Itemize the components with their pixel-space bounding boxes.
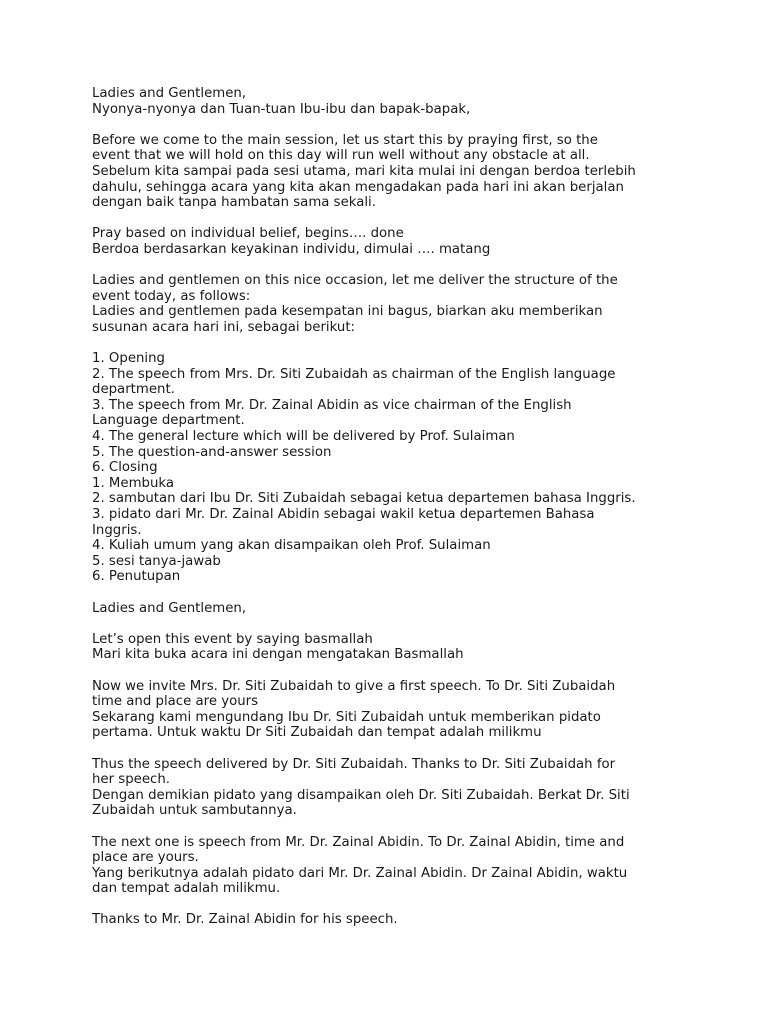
text-line: Now we invite Mrs. Dr. Siti Zubaidah to give a first speech. To Dr. Siti Zubaidah	[92, 678, 616, 694]
text-line: Sebelum kita sampai pada sesi utama, mari kita mulai ini dengan berdoa terlebih	[92, 163, 636, 179]
text-line: Ladies and Gentlemen,	[92, 600, 247, 616]
text-line: Language department.	[92, 413, 245, 429]
text-line: Thus the speech delivered by Dr. Siti Zubaidah. Thanks to Dr. Siti Zubaidah for	[92, 756, 616, 772]
paragraph-gap	[92, 117, 692, 133]
text-line: 1. Opening	[92, 351, 165, 367]
text-line: 2. The speech from Mrs. Dr. Siti Zubaidah as chairman of the English language	[92, 366, 616, 382]
text-line: susunan acara hari ini, sebagai berikut:	[92, 319, 356, 335]
document-body	[92, 86, 692, 928]
text-line: Pray based on individual belief, begins…. done	[92, 226, 404, 242]
text-line: place are yours.	[92, 850, 199, 866]
text-line: Nyonya-nyonya dan Tuan-tuan Ibu-ibu dan bapak-bapak,	[92, 101, 471, 117]
text-line: Dengan demikian pidato yang disampaikan oleh Dr. Siti Zubaidah. Berkat Dr. Siti	[92, 787, 630, 803]
paragraph-gap	[92, 741, 692, 757]
text-line: Let’s open this event by saying basmallah	[92, 631, 373, 647]
text-line: Thanks to Mr. Dr. Zainal Abidin for his speech.	[92, 912, 398, 928]
text-line: Zubaidah untuk sambutannya.	[92, 803, 297, 819]
paragraph-gap	[92, 897, 692, 913]
text-line: 2. sambutan dari Ibu Dr. Siti Zubaidah sebagai ketua departemen bahasa Inggris.	[92, 491, 636, 507]
text-line: department.	[92, 382, 175, 398]
text-line: pertama. Untuk waktu Dr Siti Zubaidah dan tempat adalah milikmu	[92, 725, 542, 741]
paragraph-gap	[92, 663, 692, 679]
text-line: 3. pidato dari Mr. Dr. Zainal Abidin sebagai wakil ketua departemen Bahasa	[92, 507, 595, 523]
text-line: Mari kita buka acara ini dengan mengatakan Basmallah	[92, 647, 464, 663]
text-line: dahulu, sehingga acara yang kita akan mengadakan pada hari ini akan berjalan	[92, 179, 624, 195]
text-line: The next one is speech from Mr. Dr. Zainal Abidin. To Dr. Zainal Abidin, time and	[92, 834, 625, 850]
text-line: 6. Penutupan	[92, 569, 181, 585]
text-line: 5. The question-and-answer session	[92, 444, 332, 460]
paragraph-gap	[92, 819, 692, 835]
text-line: Sekarang kami mengundang Ibu Dr. Siti Zubaidah untuk memberikan pidato	[92, 709, 601, 725]
text-line: Ladies and Gentlemen,	[92, 86, 247, 101]
paragraph-gap	[92, 211, 692, 227]
paragraph-gap	[92, 585, 692, 601]
text-line: her speech.	[92, 772, 170, 788]
text-line: 1. Membuka	[92, 475, 175, 491]
paragraph-gap	[92, 258, 692, 274]
text-line: 4. Kuliah umum yang akan disampaikan oleh Prof. Sulaiman	[92, 538, 491, 554]
text-line: event that we will hold on this day will run well without any obstacle at all.	[92, 148, 590, 164]
text-line: 3. The speech from Mr. Dr. Zainal Abidin as vice chairman of the English	[92, 397, 572, 413]
text-line: Ladies and gentlemen on this nice occasion, let me deliver the structure of the	[92, 273, 618, 289]
text-line: 5. sesi tanya-jawab	[92, 553, 221, 569]
text-line: Yang berikutnya adalah pidato dari Mr. Dr. Zainal Abidin. Dr Zainal Abidin, waktu	[92, 865, 628, 881]
text-line: time and place are yours	[92, 694, 259, 710]
paragraph-gap	[92, 336, 692, 352]
text-line: Berdoa berdasarkan keyakinan individu, dimulai …. matang	[92, 241, 491, 257]
text-line: dan tempat adalah milikmu.	[92, 881, 281, 897]
text-line: Ladies and gentlemen pada kesempatan ini bagus, biarkan aku memberikan	[92, 304, 603, 320]
text-line: 6. Closing	[92, 460, 158, 476]
text-line: Inggris.	[92, 522, 142, 538]
text-line: 4. The general lecture which will be delivered by Prof. Sulaiman	[92, 429, 515, 445]
text-line: event today, as follows:	[92, 288, 251, 304]
text-line: Before we come to the main session, let us start this by praying first, so the	[92, 132, 598, 148]
paragraph-gap	[92, 616, 692, 632]
text-line: dengan baik tanpa hambatan sama sekali.	[92, 195, 376, 211]
